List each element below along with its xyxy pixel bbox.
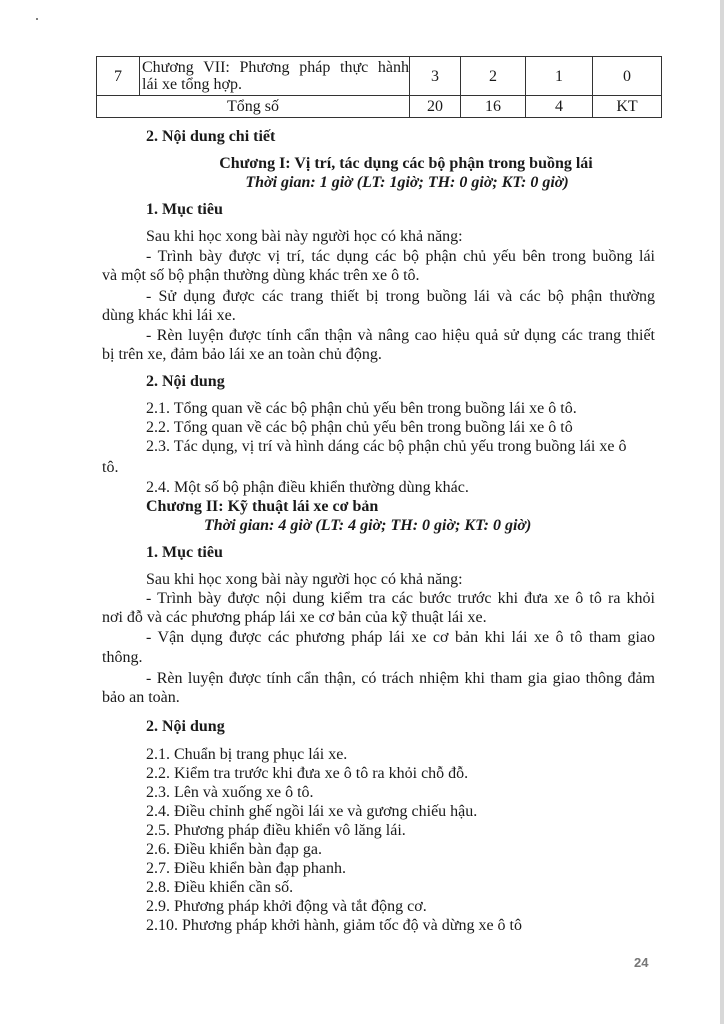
- chapter1-objective-1-line2: và một số bộ phận thường dùng khác trên xe ô tô.: [102, 267, 420, 284]
- chapter2-title: Chương II: Kỹ thuật lái xe cơ bản: [146, 498, 379, 515]
- chapter2-objective-3-line1: - Rèn luyện được tính cẩn thận, có trách nhiệm khi tham gia giao thông đảm: [146, 670, 655, 687]
- chapter2-content-item: 2.8. Điều khiển cần số.: [146, 879, 294, 896]
- chapter-name-line2: lái xe tổng hợp.: [142, 76, 242, 93]
- chapter2-content-item: 2.2. Kiểm tra trước khi đưa xe ô tô ra khỏi chỗ đỗ.: [146, 765, 469, 782]
- chapter2-objective-3-line2: bảo an toàn.: [102, 689, 180, 706]
- table-row: [97, 57, 662, 96]
- total-lt: 16: [461, 96, 526, 118]
- chapter2-objectives-intro: Sau khi học xong bài này người học có khả năng:: [146, 571, 463, 588]
- chapter1-objectives-intro: Sau khi học xong bài này người học có khả năng:: [146, 228, 463, 245]
- chapter2-content-item: 2.7. Điều khiển bàn đạp phanh.: [146, 860, 346, 877]
- chapter1-content-item: 2.2. Tổng quan về các bộ phận chủ yếu bên trong buồng lái xe ô tô: [146, 419, 573, 436]
- section-heading: 2. Nội dung chi tiết: [146, 128, 276, 145]
- chapter2-content-heading: 2. Nội dung: [146, 718, 225, 735]
- chapter2-objective-1-line1: - Trình bày được nội dung kiểm tra các bước trước khi đưa xe ô tô ra khỏi: [146, 590, 655, 607]
- table-total-row: [97, 96, 662, 118]
- chapter1-content-heading: 2. Nội dung: [146, 373, 225, 390]
- chapter2-content-item: 2.9. Phương pháp khởi động và tắt động cơ.: [146, 898, 427, 915]
- chapter2-time: Thời gian: 4 giờ (LT: 4 giờ; TH: 0 giờ; KT: 0 giờ): [204, 517, 532, 534]
- chapter2-objectives-heading: 1. Mục tiêu: [146, 544, 223, 561]
- chapter2-content-item: 2.10. Phương pháp khởi hành, giảm tốc độ và dừng xe ô tô: [146, 917, 522, 934]
- chapter2-content-item: 2.5. Phương pháp điều khiển vô lăng lái.: [146, 822, 406, 839]
- total-th: 4: [526, 96, 593, 118]
- th-hours: 1: [526, 57, 593, 96]
- chapter2-content-item: 2.3. Lên và xuống xe ô tô.: [146, 784, 314, 801]
- lt-hours: 2: [461, 57, 526, 96]
- row-number: 7: [97, 57, 140, 96]
- total-kt: KT: [593, 96, 662, 118]
- hours-table: [96, 56, 662, 118]
- chapter1-objective-3-line2: bị trên xe, đảm bảo lái xe an toàn chủ động.: [102, 346, 382, 363]
- chapter2-content-item: 2.6. Điều khiển bàn đạp ga.: [146, 841, 322, 858]
- chapter1-objectives-heading: 1. Mục tiêu: [146, 201, 223, 218]
- total-hours: 3: [410, 57, 461, 96]
- chapter1-objective-3-line1: - Rèn luyện được tính cẩn thận và nâng cao hiệu quả sử dụng các trang thiết: [146, 327, 655, 344]
- chapter2-objective-2-line1: - Vận dụng được các phương pháp lái xe cơ bản khi lái xe ô tô tham giao: [146, 629, 655, 646]
- kt-hours: 0: [593, 57, 662, 96]
- page-number: 24: [634, 955, 649, 970]
- chapter-name-line1: Chương VII: Phương pháp thực hành: [142, 59, 409, 76]
- chapter1-content-item: 2.1. Tổng quan về các bộ phận chủ yếu bên trong buồng lái xe ô tô.: [146, 400, 577, 417]
- chapter2-objective-1-line2: nơi đỗ và các phương pháp lái xe cơ bản của kỹ thuật lái xe.: [102, 609, 487, 626]
- chapter1-title: Chương I: Vị trí, tác dụng các bộ phận trong buồng lái: [219, 155, 593, 172]
- total-sum: 20: [410, 96, 461, 118]
- chapter-name-cell: [140, 57, 410, 96]
- chapter2-content-item: 2.4. Điều chỉnh ghế ngồi lái xe và gương chiếu hậu.: [146, 803, 478, 820]
- chapter1-content-item: 2.4. Một số bộ phận điều khiển thường dùng khác.: [146, 479, 469, 496]
- chapter1-objective-1-line1: - Trình bày được vị trí, tác dụng các bộ phận chủ yếu bên trong buồng lái: [146, 248, 655, 265]
- chapter2-objective-2-line2: thông.: [102, 649, 143, 666]
- chapter1-objective-2-line2: dùng khác khi lái xe.: [102, 307, 236, 324]
- chapter1-content-item-continued: tô.: [102, 459, 119, 476]
- chapter1-content-item: 2.3. Tác dụng, vị trí và hình dáng các bộ phận chủ yếu trong buồng lái xe ô: [146, 438, 627, 455]
- chapter1-objective-2-line1: - Sử dụng được các trang thiết bị trong buồng lái và các bộ phận thường: [146, 288, 655, 305]
- chapter2-content-item: 2.1. Chuẩn bị trang phục lái xe.: [146, 746, 348, 763]
- total-label: Tổng số: [97, 96, 410, 118]
- chapter1-time: Thời gian: 1 giờ (LT: 1giờ; TH: 0 giờ; KT: 0 giờ): [245, 174, 569, 191]
- scan-speck: [36, 18, 38, 20]
